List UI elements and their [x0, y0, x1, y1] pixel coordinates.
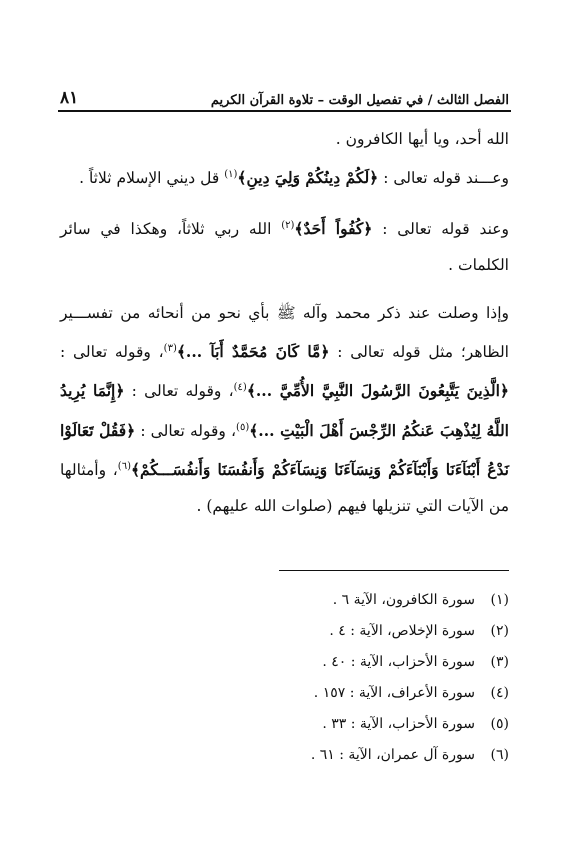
quran-verse-2: ﴿كُفُواً أَحَدٌ﴾	[294, 219, 373, 239]
footnote-number: (٦)	[490, 747, 509, 763]
footnote-number: (٤)	[490, 685, 509, 701]
paragraph-4-intro: وإذا وصلت عند ذكر محمد وآله ﷺ بأي نحو من أنحائه من تفســـير الظاهر؛ مثل قوله تعالى :	[60, 304, 509, 362]
footnote-ref-6: (٦)	[117, 460, 131, 472]
footnotes-list	[209, 585, 509, 771]
header-rule	[58, 110, 511, 112]
footnote-number: (٣)	[490, 654, 509, 670]
page-number: ٨١	[60, 88, 79, 108]
quran-verse-1: ﴿لَكُمْ دِينُكُمْ وَلِيَ دِينِ﴾	[237, 168, 379, 188]
paragraph-4-mid-2: ، وقوله تعالى :	[124, 382, 234, 401]
footnote-item	[209, 585, 509, 616]
paragraph-gap	[60, 283, 509, 295]
page-header	[60, 86, 509, 108]
footnote-ref-2: (٢)	[281, 220, 295, 232]
footnote-separator	[279, 570, 509, 571]
footnote-number: (٥)	[490, 716, 509, 732]
paragraph-2-rest: قل ديني الإسلام ثلاثاً .	[79, 169, 225, 188]
paragraph-4-rest: ، وأمثالها من الآيات التي تنزيلها فيهم (صلوات الله عليهم) .	[60, 460, 509, 515]
running-title: الفصل الثالث / في تفصيل الوقت – تلاوة القرآن الكريم	[210, 93, 509, 108]
footnote-text: سورة آل عمران، الآية : ٦١ .	[310, 747, 475, 763]
footnote-number: (١)	[490, 592, 509, 608]
footnote-ref-1: (١)	[224, 169, 238, 180]
footnote-item	[209, 740, 509, 771]
footnote-text: سورة الأعراف، الآية : ١٥٧ .	[313, 685, 475, 701]
body-text	[60, 121, 509, 524]
footnote-ref-4: (٤)	[233, 382, 247, 394]
paragraph-3	[60, 208, 509, 283]
footnote-text: سورة الكافرون، الآية ٦ .	[332, 592, 475, 608]
paragraph-3-rest: الله ربي ثلاثاً، وهكذا في سائر الكلمات .	[60, 220, 509, 275]
footnote-ref-3: (٣)	[163, 343, 177, 355]
footnote-item	[209, 678, 509, 709]
paragraph-2-intro: وعـــند قوله تعالى :	[378, 169, 509, 188]
paragraph-3-intro: وعند قوله تعالى :	[372, 220, 509, 239]
footnote-item	[209, 647, 509, 678]
quran-verse-5: ﴿إِنَّمَا يُرِيدُ اللَّهُ لِيُذْهِبَ عَنكُمُ الرِّجْسَ أَهْلَ الْبَيْتِ ...﴾	[60, 381, 509, 440]
paragraph-4-mid-3: ، وقوله تعالى :	[135, 421, 237, 440]
footnote-item	[209, 709, 509, 740]
paragraph-4-mid-1: ، وقوله تعالى :	[60, 343, 164, 362]
footnote-text: سورة الأحزاب، الآية : ٣٣ .	[322, 716, 475, 732]
paragraph-2	[60, 157, 509, 196]
paragraph-4	[60, 295, 509, 524]
paragraph-1-text: الله أحد، ويا أيها الكافرون .	[335, 130, 509, 148]
quran-verse-4: ﴿الَّذِينَ يَتَّبِعُونَ الرَّسُولَ النَّبِيَّ الأُمِّيَّ ...﴾	[246, 381, 509, 401]
footnote-text: سورة الأحزاب، الآية : ٤٠ .	[322, 654, 475, 670]
footnote-item	[209, 616, 509, 647]
quran-verse-3: ﴿مَّا كَانَ مُحَمَّدٌ أَبَآ ...﴾	[176, 342, 330, 362]
quran-verse-6: ﴿فَقُلْ تَعَالَوْا نَدْعُ أَبْنَآءَنَا وَأَبْنَآءَكُمْ وَنِسَآءَنَا وَنِسَآءَكُمْ وَأَنفُسَنَا وَأَنفُسَـــكُمْ﴾	[60, 420, 509, 479]
footnote-text: سورة الإخلاص، الآية : ٤ .	[329, 623, 475, 639]
paragraph-1	[60, 121, 509, 157]
paragraph-gap	[60, 196, 509, 208]
footnote-number: (٢)	[490, 623, 509, 639]
footnote-ref-5: (٥)	[236, 421, 250, 433]
